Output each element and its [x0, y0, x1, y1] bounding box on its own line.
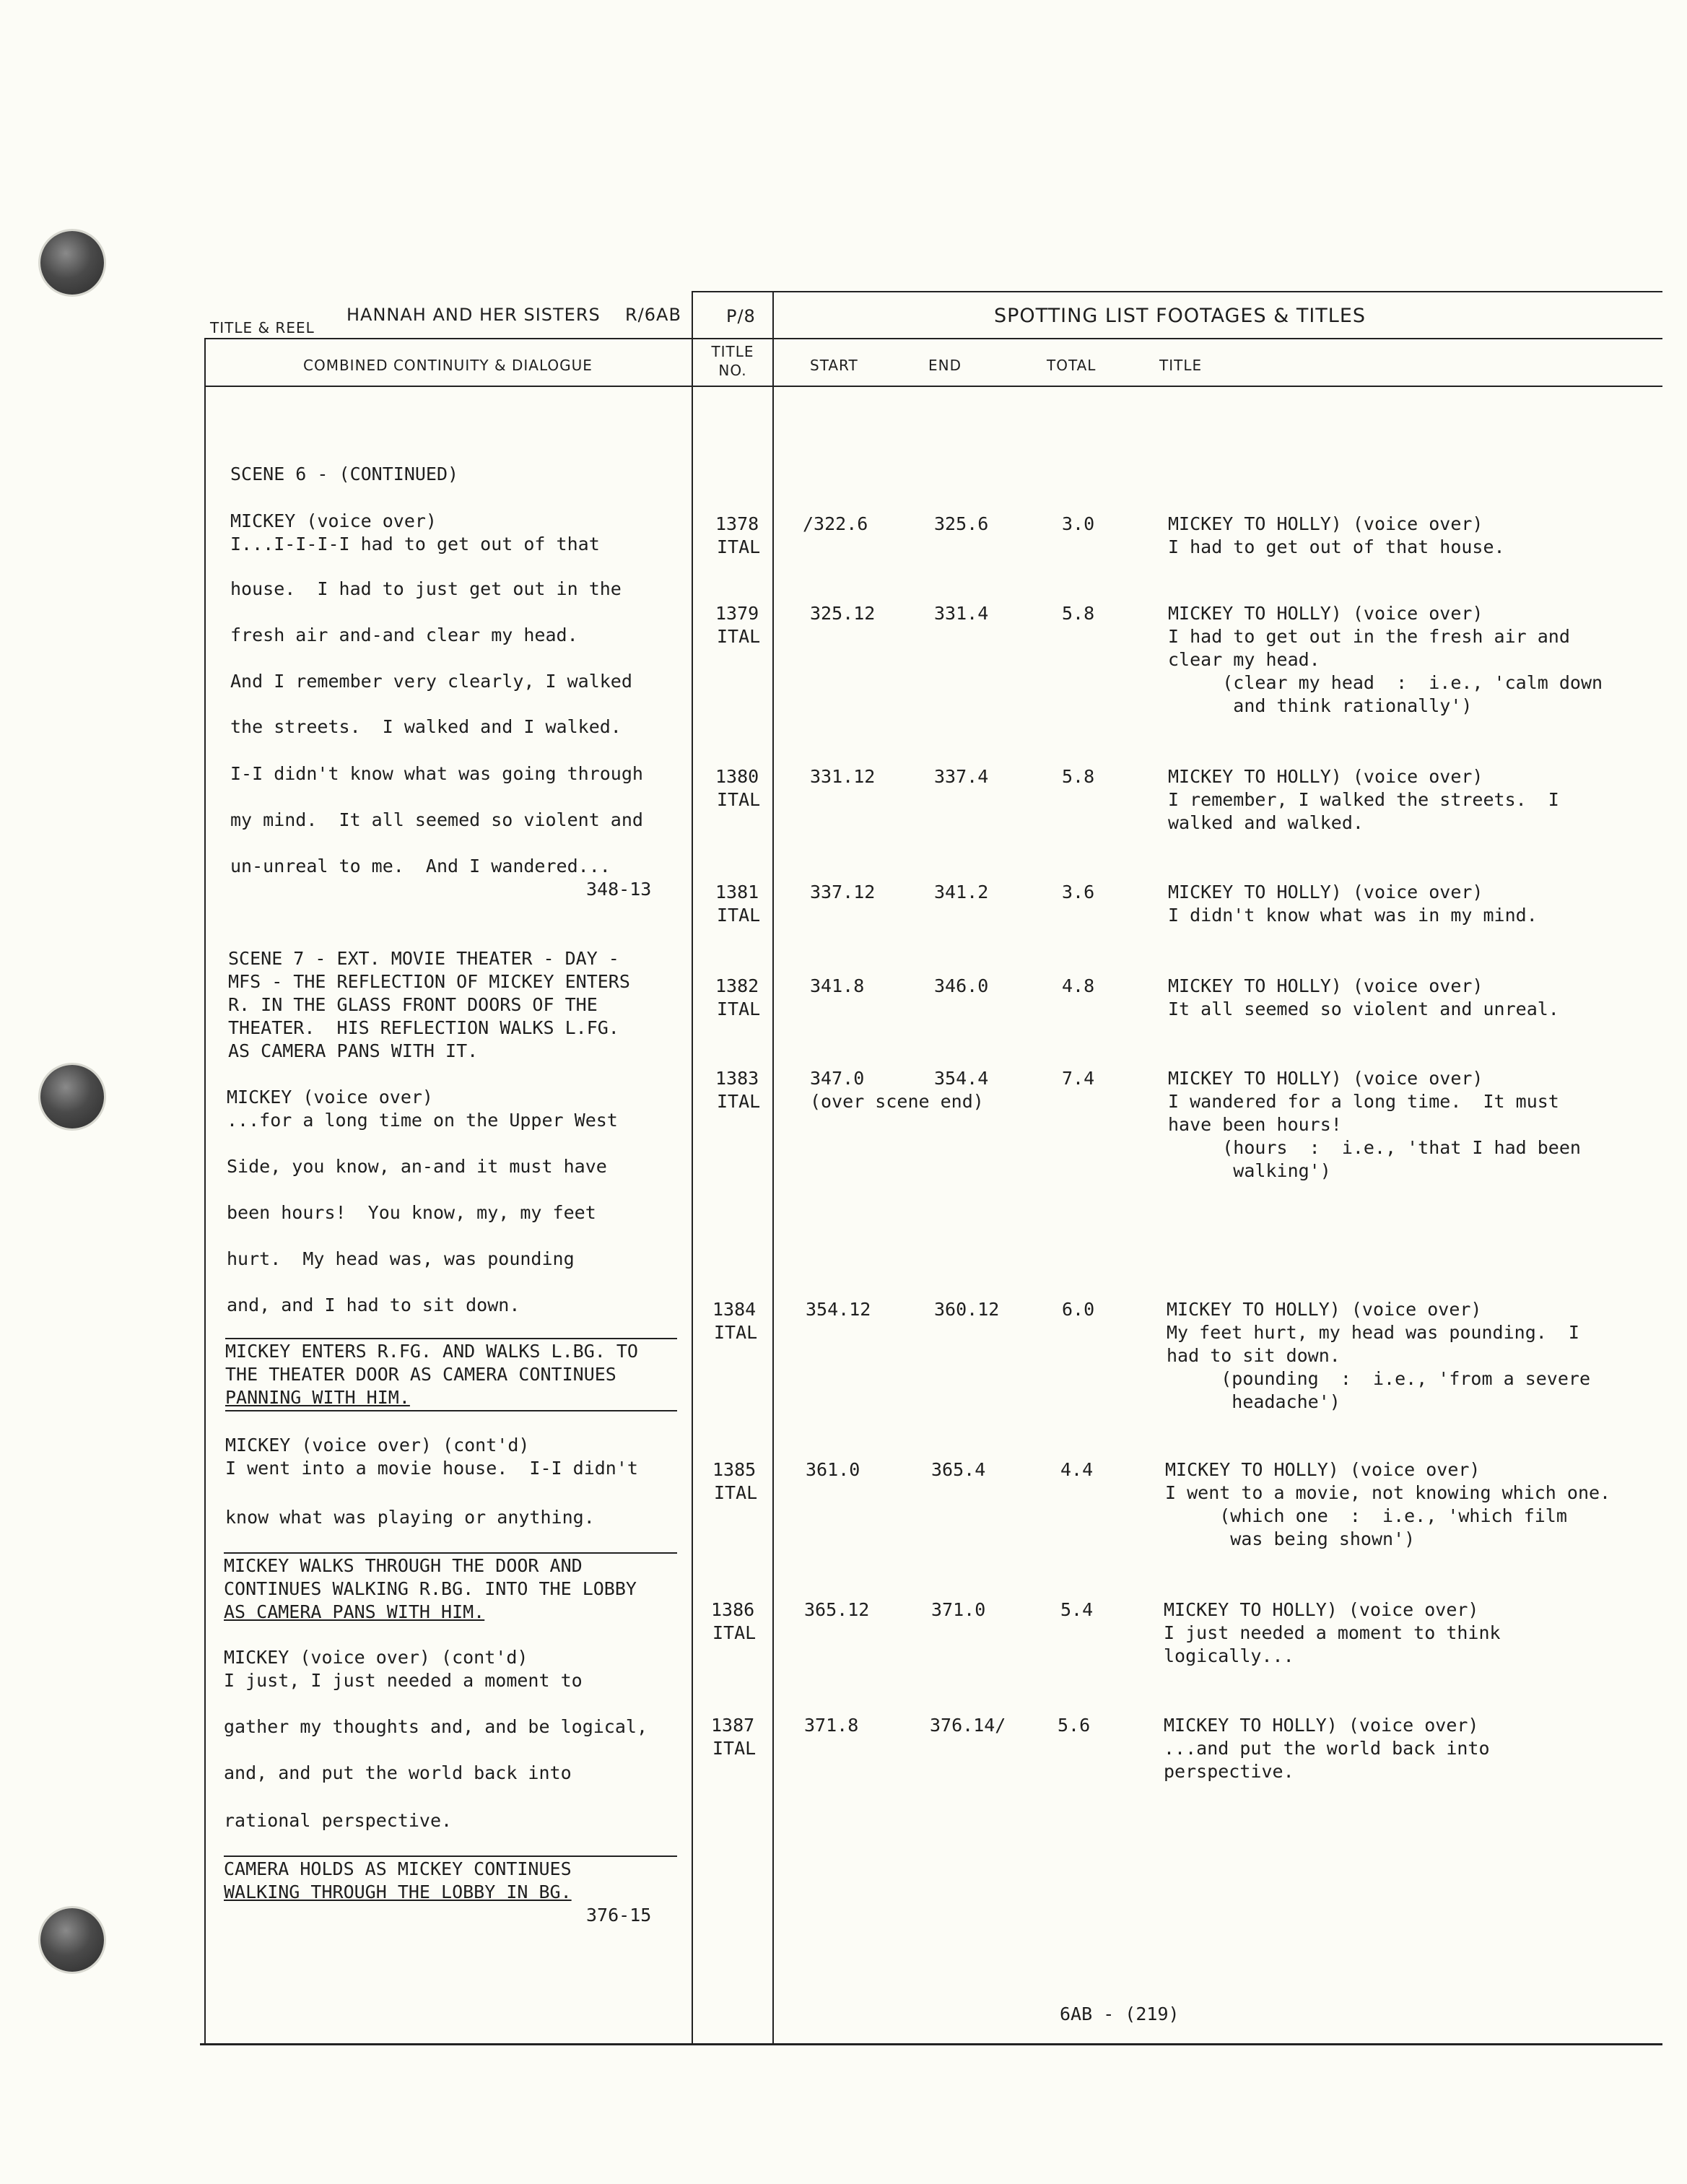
title-style: ITAL [712, 1622, 757, 1643]
start-footage: 341.8 [810, 975, 865, 996]
title-number: 1384 [712, 1299, 757, 1320]
continuity-line: I just, I just needed a moment to [224, 1670, 583, 1691]
subtitle-line: logically... [1164, 1645, 1294, 1666]
subtitle-line: MICKEY TO HOLLY) (voice over) [1164, 1599, 1479, 1620]
translation-note: was being shown') [1165, 1528, 1416, 1549]
start-footage: 325.12 [810, 603, 876, 624]
subtitle-line: had to sit down. [1167, 1345, 1341, 1366]
title-number: 1378 [715, 513, 759, 534]
action-rule [224, 1552, 677, 1554]
subtitle-line: have been hours! [1168, 1114, 1342, 1135]
title-style: ITAL [714, 1482, 758, 1503]
action-line: MICKEY ENTERS R.FG. AND WALKS L.BG. TO [225, 1341, 638, 1362]
action-line: WALKING THROUGH THE LOBBY IN BG. [224, 1881, 572, 1902]
title-style: ITAL [717, 1091, 761, 1112]
translation-note: and think rationally') [1168, 695, 1473, 716]
end-footage: 376.14/ [930, 1715, 1006, 1736]
translation-note: (pounding : i.e., 'from a severe [1167, 1368, 1590, 1389]
subtitle-line: perspective. [1164, 1761, 1294, 1782]
title-number: 1381 [715, 882, 759, 902]
subtitle-line: I wandered for a long time. It must [1168, 1091, 1559, 1112]
film-title: HANNAH AND HER SISTERS [346, 305, 601, 325]
title-number: 1382 [715, 975, 759, 996]
scene-description-line: AS CAMERA PANS WITH IT. [228, 1040, 479, 1061]
start-footage: 371.8 [804, 1715, 859, 1736]
continuity-column-header: COMBINED CONTINUITY & DIALOGUE [303, 357, 593, 374]
scene-description-line: SCENE 7 - EXT. MOVIE THEATER - DAY - [228, 948, 619, 969]
subtitle-line: I just needed a moment to think [1164, 1622, 1501, 1643]
continuity-line: fresh air and-and clear my head. [230, 625, 578, 645]
end-footage: 354.4 [934, 1068, 989, 1089]
title-number: 1387 [711, 1715, 755, 1736]
continuity-line: house. I had to just get out in the [230, 578, 622, 599]
continuity-line: know what was playing or anything. [225, 1507, 595, 1528]
total-footage: 6.0 [1062, 1299, 1095, 1320]
title-style: ITAL [717, 789, 761, 810]
reel-number: R/6AB [625, 305, 681, 325]
total-footage: 5.4 [1060, 1599, 1094, 1620]
title-number: 1383 [715, 1068, 759, 1089]
subtitle-line: My feet hurt, my head was pounding. I [1167, 1322, 1579, 1343]
total-column-header: TOTAL [1047, 357, 1097, 374]
total-footage: 7.4 [1062, 1068, 1095, 1089]
end-footage: 331.4 [934, 603, 989, 624]
title-number: 1385 [712, 1459, 757, 1480]
continuity-line: gather my thoughts and, and be logical, [224, 1716, 648, 1737]
start-footage: /322.6 [803, 513, 868, 534]
start-footage: 354.12 [806, 1299, 871, 1320]
start-footage: 337.12 [810, 882, 876, 902]
continuity-line: MICKEY (voice over) (cont'd) [224, 1647, 528, 1668]
subtitle-line: MICKEY TO HOLLY) (voice over) [1165, 1459, 1481, 1480]
subtitle-line: MICKEY TO HOLLY) (voice over) [1164, 1715, 1479, 1736]
end-footage: 325.6 [934, 513, 989, 534]
continuity-line: ...for a long time on the Upper West [227, 1110, 618, 1131]
total-footage: 4.4 [1060, 1459, 1094, 1480]
subtitle-line: MICKEY TO HOLLY) (voice over) [1168, 1068, 1483, 1089]
total-footage: 3.0 [1062, 513, 1095, 534]
subtitle-line: I had to get out of that house. [1168, 536, 1505, 557]
end-footage: 337.4 [934, 766, 989, 787]
subtitle-line: MICKEY TO HOLLY) (voice over) [1168, 513, 1483, 534]
subtitle-line: ...and put the world back into [1164, 1738, 1490, 1759]
title-reel-label: TITLE & REEL [210, 319, 315, 336]
continuity-line: I-I didn't know what was going through [230, 763, 643, 784]
start-footage: 365.12 [804, 1599, 870, 1620]
subtitle-line: I went to a movie, not knowing which one. [1165, 1482, 1611, 1503]
total-footage: 5.8 [1062, 766, 1095, 787]
header-rule-middle [204, 338, 1662, 339]
subtitle-line: walked and walked. [1168, 812, 1364, 833]
translation-note: walking') [1168, 1160, 1331, 1181]
end-column-header: END [928, 357, 962, 374]
action-rule [225, 1410, 677, 1411]
continuity-line: Side, you know, an-and it must have [227, 1156, 607, 1177]
footage-marker: 376-15 [586, 1905, 652, 1926]
subtitle-line: clear my head. [1168, 649, 1320, 670]
action-line: MICKEY WALKS THROUGH THE DOOR AND [224, 1555, 583, 1576]
binder-hole-middle [40, 1065, 104, 1128]
continuity-line: un-unreal to me. And I wandered... [230, 856, 611, 876]
footage-note: (over scene end) [810, 1091, 984, 1112]
header-rule-bottom [204, 386, 1662, 387]
action-rule [224, 1855, 677, 1857]
translation-note: (clear my head : i.e., 'calm down [1168, 672, 1603, 693]
title-style: ITAL [717, 999, 761, 1019]
scene-description-line: THEATER. HIS REFLECTION WALKS L.FG. [228, 1017, 619, 1038]
scene-description-line: MFS - THE REFLECTION OF MICKEY ENTERS [228, 971, 630, 992]
title-style: ITAL [717, 626, 761, 647]
end-footage: 346.0 [934, 975, 989, 996]
title-number: 1380 [715, 766, 759, 787]
end-footage: 341.2 [934, 882, 989, 902]
continuity-line: I...I-I-I-I had to get out of that [230, 534, 600, 554]
continuity-line: MICKEY (voice over) [230, 510, 437, 531]
continuity-line: SCENE 6 - (CONTINUED) [230, 464, 459, 484]
title-column-header: TITLE [1159, 357, 1203, 374]
header-rule-top [692, 291, 1662, 292]
subtitle-line: It all seemed so violent and unreal. [1168, 999, 1559, 1019]
page-number: P/8 [726, 306, 756, 326]
continuity-line: And I remember very clearly, I walked [230, 671, 632, 692]
form-rule-bottom [200, 2043, 1662, 2045]
translation-note: (which one : i.e., 'which film [1165, 1505, 1567, 1526]
subtitle-line: I didn't know what was in my mind. [1168, 905, 1538, 926]
title-no-column-header-line1: TITLE [711, 343, 754, 360]
end-footage: 365.4 [931, 1459, 986, 1480]
continuity-line: the streets. I walked and I walked. [230, 716, 622, 737]
title-style: ITAL [714, 1322, 758, 1343]
continuity-line: and, and put the world back into [224, 1762, 572, 1783]
subtitle-line: MICKEY TO HOLLY) (voice over) [1168, 975, 1483, 996]
start-footage: 361.0 [806, 1459, 860, 1480]
form-rule-left [204, 338, 206, 2045]
end-footage: 360.12 [934, 1299, 1000, 1320]
continuity-line: MICKEY (voice over) (cont'd) [225, 1435, 530, 1456]
subtitle-line: MICKEY TO HOLLY) (voice over) [1167, 1299, 1482, 1320]
subtitle-line: I remember, I walked the streets. I [1168, 789, 1559, 810]
binder-hole-top [40, 231, 104, 295]
title-style: ITAL [712, 1738, 757, 1759]
column-divider-title-no [772, 291, 774, 2045]
total-footage: 3.6 [1062, 882, 1095, 902]
translation-note: (hours : i.e., 'that I had been [1168, 1137, 1581, 1158]
translation-note: headache') [1167, 1391, 1341, 1412]
spotting-list-heading: SPOTTING LIST FOOTAGES & TITLES [994, 305, 1366, 327]
total-footage: 5.6 [1058, 1715, 1091, 1736]
binder-hole-bottom [40, 1908, 104, 1972]
continuity-line: and, and I had to sit down. [227, 1295, 520, 1315]
action-line: AS CAMERA PANS WITH HIM. [224, 1601, 485, 1622]
action-line: CAMERA HOLDS AS MICKEY CONTINUES [224, 1858, 572, 1879]
action-line: THE THEATER DOOR AS CAMERA CONTINUES [225, 1364, 616, 1385]
column-divider-dialogue [692, 291, 693, 2045]
continuity-line: been hours! You know, my, my feet [227, 1202, 596, 1223]
continuity-line: my mind. It all seemed so violent and [230, 809, 643, 830]
action-rule [225, 1338, 677, 1339]
title-style: ITAL [717, 536, 761, 557]
continuity-line: MICKEY (voice over) [227, 1087, 433, 1108]
page-code: 6AB - (219) [1060, 2004, 1180, 2024]
start-footage: 347.0 [810, 1068, 865, 1089]
total-footage: 5.8 [1062, 603, 1095, 624]
total-footage: 4.8 [1062, 975, 1095, 996]
start-column-header: START [810, 357, 858, 374]
subtitle-line: MICKEY TO HOLLY) (voice over) [1168, 766, 1483, 787]
title-style: ITAL [717, 905, 761, 926]
subtitle-line: I had to get out in the fresh air and [1168, 626, 1570, 647]
action-line: PANNING WITH HIM. [225, 1387, 410, 1408]
scene-description-line: R. IN THE GLASS FRONT DOORS OF THE [228, 994, 598, 1015]
continuity-line: I went into a movie house. I-I didn't [225, 1458, 638, 1479]
continuity-line: rational perspective. [224, 1810, 453, 1831]
subtitle-line: MICKEY TO HOLLY) (voice over) [1168, 603, 1483, 624]
title-no-column-header-line2: NO. [718, 362, 747, 379]
title-number: 1379 [715, 603, 759, 624]
footage-marker: 348-13 [586, 879, 652, 900]
title-number: 1386 [711, 1599, 755, 1620]
subtitle-line: MICKEY TO HOLLY) (voice over) [1168, 882, 1483, 902]
end-footage: 371.0 [931, 1599, 986, 1620]
start-footage: 331.12 [810, 766, 876, 787]
action-line: CONTINUES WALKING R.BG. INTO THE LOBBY [224, 1578, 637, 1599]
continuity-line: hurt. My head was, was pounding [227, 1248, 575, 1269]
